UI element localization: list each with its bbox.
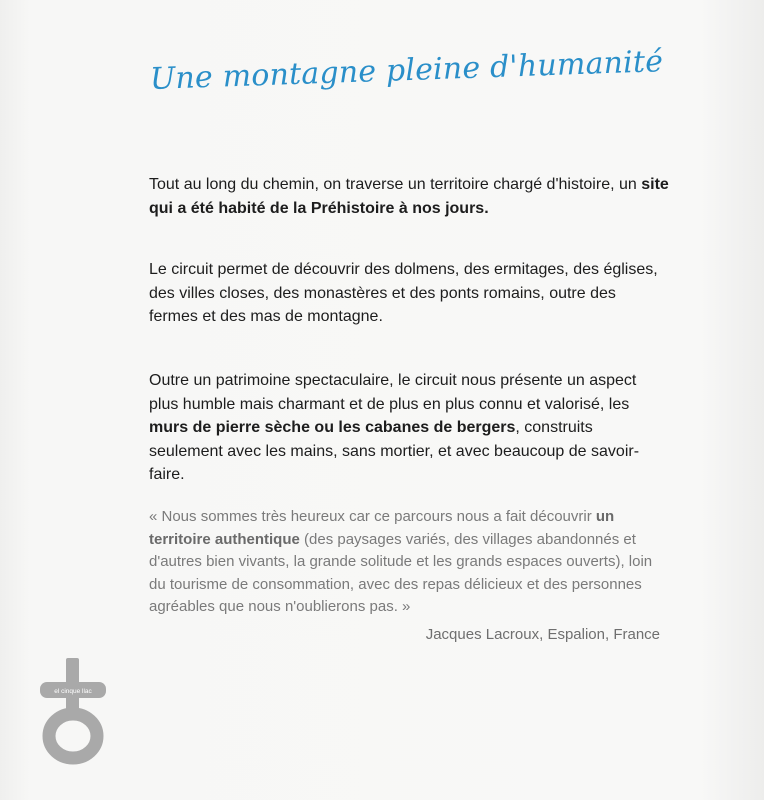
logo-text: el cinque llac: [54, 688, 92, 695]
paragraph-text: , construits seulement avec les mains, sans mortier, et avec beaucoup de savoir-faire.: [149, 419, 640, 483]
paragraph-text: Tout au long du chemin, on traverse un territoire chargé d'histoire, un: [149, 176, 642, 193]
paragraph-dry-stone: [149, 369, 669, 487]
quote-author: Jacques Lacroux, Espalion, France: [425, 626, 660, 643]
paragraph-text: Outre un patrimoine spectaculaire, le circuit nous présente un aspect plus humble mais charmant et de plus en plus connu et valorisé, les: [149, 372, 637, 413]
quote-highlight: un territoire authentique: [149, 508, 615, 548]
el-cinque-llacs-logo-icon: [38, 658, 108, 768]
paragraph-heritage: [149, 258, 669, 329]
page-title: Une montagne pleine d'humanité: [149, 44, 664, 97]
quote-text: « Nous sommes très heureux car ce parcours nous a fait découvrir: [149, 508, 596, 525]
testimonial-quote: [149, 506, 669, 619]
paragraph-highlight: murs de pierre sèche ou les cabanes de bergers: [149, 419, 516, 436]
paragraph-highlight: site qui a été habité de la Préhistoire à nos jours.: [149, 176, 669, 217]
paragraph-history: [149, 173, 669, 220]
quote-text: (des paysages variés, des villages abandonnés et d'autres bien vivants, la grande solitude et les grands espaces ouverts), loin du tourisme de consommation, avec des repas délicieux et des personnes agréables que nous n'oublierons pas. »: [149, 530, 653, 615]
paragraph-text: Le circuit permet de découvrir des dolmens, des ermitages, des églises, des villes closes, des monastères et des ponts romains, outre des fermes et des mas de montagne.: [149, 261, 658, 325]
